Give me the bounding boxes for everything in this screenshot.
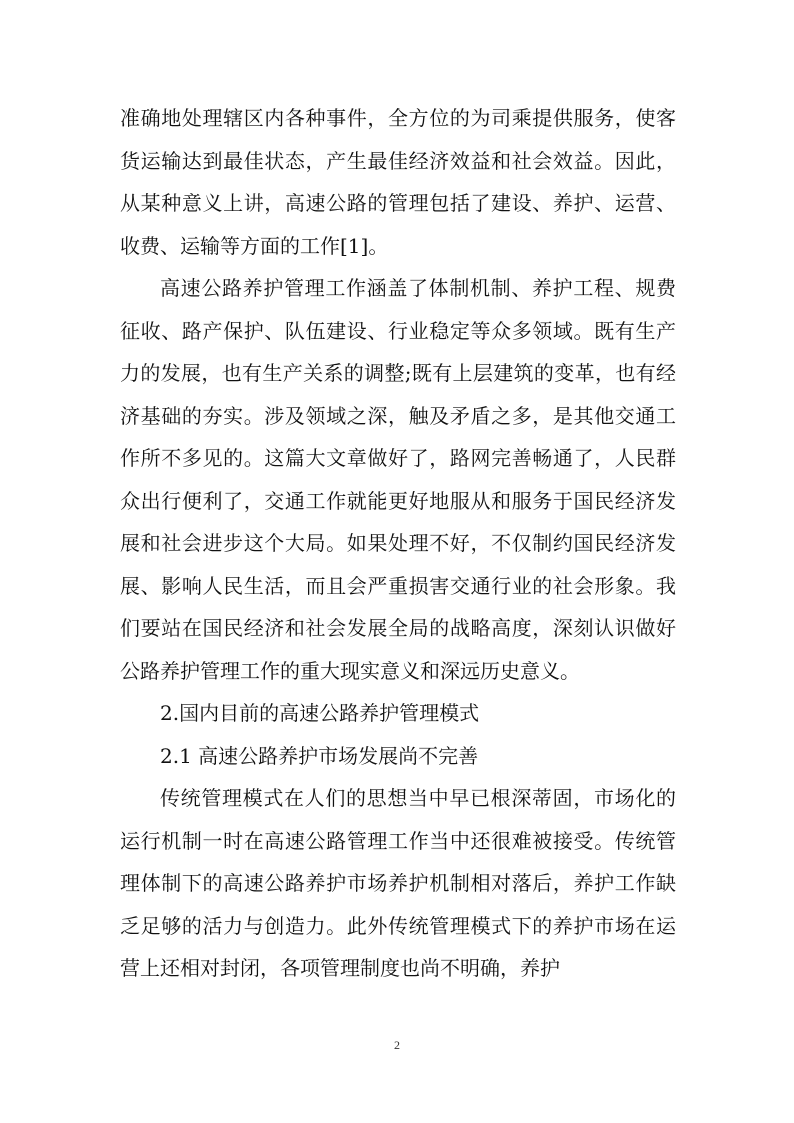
section-heading-2: 2.国内目前的高速公路养护管理模式 — [160, 701, 480, 725]
paragraph-maintenance-scope: 高速公路养护管理工作涵盖了体制机制、养护工程、规费征收、路产保护、队伍建设、行业稳定等众多领域。既有生产力的发展，也有生产关系的调整;既有上层建筑的变革，也有经济基础的夯实。涉及领域之深，触及矛盾之多，是其他交通工作所不多见的。这篇大文章做好了，路网完善畅通了，人民群众出行便利了，交通工作就能更好地服从和服务于国民经济发展和社会进步这个大局。如果处理不好，不仅制约国民经济发展、影响人民生活，而且会严重损害交通行业的社会形象。我们要站在国民经济和社会发展全局的战略高度，深刻认识做好公路养护管理工作的重大现实意义和深远历史意义。 — [120, 276, 676, 683]
paragraph-traditional-model: 传统管理模式在人们的思想当中早已根深蒂固，市场化的运行机制一时在高速公路管理工作当中还很难被接受。传统管理体制下的高速公路养护市场养护机制相对落后，养护工作缺乏足够的活力与创造力。此外传统管理模式下的养护市场在运营上还相对封闭，各项管理制度也尚不明确，养护 — [120, 786, 676, 980]
paragraph-continuation: 准确地处理辖区内各种事件，全方位的为司乘提供服务，使客货运输达到最佳状态，产生最佳经济效益和社会效益。因此，从某种意义上讲，高速公路的管理包括了建设、养护、运营、收费、运输等方面的工作[1]。 — [120, 106, 676, 258]
subsection-heading-2-1: 2.1 高速公路养护市场发展尚不完善 — [160, 743, 479, 768]
body-text — [120, 97, 676, 990]
page-number: 2 — [394, 1038, 400, 1052]
